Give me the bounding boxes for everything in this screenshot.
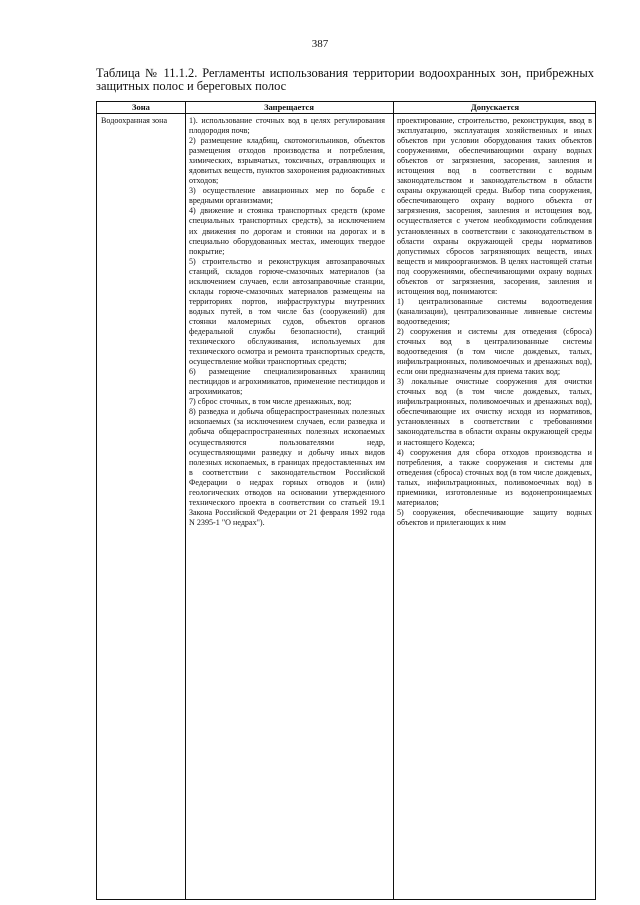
allowed-item: 1) централизованные системы водоотведения (канализации), централизованные ливневые системы водоотведения; (397, 296, 592, 326)
header-zone: Зона (132, 102, 150, 112)
allowed-item: проектирование, строительство, реконструкция, ввод в эксплуатацию, эксплуатация хозяйственных и иных объектов при условии оборудования таких объектов сооружениями, обеспечивающими охрану водных объектов от загрязнения, засорения, заиления и истощения вод в соответствии с водным законодательством и законодательством в области охраны окружающей среды. Выбор типа сооружения, обеспечивающего охрану водного объекта от загрязнения, засорения, заиления и истощения вод, осуществляется с учетом необходимости соблюдения установленных в соответствии с законодательством в области охраны окружающей среды нормативов допустимых сбросов загрязняющих веществ, иных веществ и микроорганизмов. В целях настоящей статьи под сооружениями, обеспечивающими охрану водных объектов от загрязнения, засорения, заиления и истощения вод, понимаются: (397, 116, 592, 296)
forbidden-item: 7) сброс сточных, в том числе дренажных, вод; (189, 397, 352, 407)
page-number: 387 (311, 38, 329, 50)
forbidden-item: 1). использование сточных вод в целях регулирования плодородия почв; (189, 116, 385, 136)
allowed-item: 2) сооружения и системы для отведения (сброса) сточных вод в централизованные системы водоотведения (в том числе дождевых, талых, инфильтрационных, поливомоечных и дренажных вод), если они предназначены для приема таких вод; (397, 326, 592, 377)
header-forbidden: Запрещается (264, 102, 314, 112)
forbidden-item: 6) размещение специализированных хранилищ пестицидов и агрохимикатов, применение пестицидов и агрохимикатов; (189, 367, 385, 397)
zone-name: Водоохранная зона (101, 116, 168, 125)
forbidden-item: 2) размещение кладбищ, скотомогильников, объектов размещения отходов производства и потребления, химических, взрывчатых, токсичных, отравляющих и ядовитых веществ, пунктов захоронения радиоактивных отходов; (189, 136, 385, 186)
zone-cell (101, 116, 181, 126)
allowed-item: 5) сооружения, обеспечивающие защиту водных объектов и прилегающих к ним (397, 507, 592, 527)
allowed-item: 4) сооружения для сбора отходов производства и потребления, а также сооружения и системы для отведения (сброса) сточных вод (в том числе дождевых, талых, инфильтрационных, поливомоечных вод) в приемники, изготовленные из водонепроницаемых материалов; (397, 447, 592, 507)
forbidden-item: 3) осуществление авиационных мер по борьбе с вредными организмами; (189, 186, 385, 206)
forbidden-item: 8) разведка и добыча общераспространенных полезных ископаемых (за исключением случаев, если разведка и добыча общераспространенных полезных ископаемых осуществляются пользователями недр, осуществляющими разведку и добычу иных видов полезных ископаемых, в границах предоставленных им в соответствии с законодательством Российской Федерации о недрах горных отводов и (или) геологических отводов на основании утвержденного технического проекта в соответствии со статьей 19.1 Закона Российской Федерации от 21 февраля 1992 года N 2395-1 "О недрах"). (189, 407, 385, 527)
table-caption: Таблица № 11.1.2. Регламенты использования территории водоохранных зон, прибрежных защитных полос и береговых полос (96, 66, 594, 93)
allowed-cell (397, 116, 592, 528)
table-header-row (97, 102, 595, 114)
column-divider (185, 102, 186, 899)
header-allowed: Допускается (470, 102, 520, 112)
forbidden-cell (189, 116, 385, 528)
allowed-item: 3) локальные очистные сооружения для очистки сточных вод (в том числе дождевых, талых, инфильтрационных, поливомоечных и дренажных вод), обеспечивающие их очистку исходя из нормативов, установленных в соответствии с требованиями законодательства в области охраны окружающей среды и настоящего Кодекса; (397, 377, 592, 447)
column-divider (393, 102, 394, 899)
forbidden-item: 4) движение и стоянка транспортных средств (кроме специальных транспортных средств), за исключением их движения по дорогам и стоянки на дорогах и в специально оборудованных местах, имеющих твердое покрытие; (189, 206, 385, 256)
forbidden-item: 5) строительство и реконструкция автозаправочных станций, складов горюче-смазочных материалов (за исключением случаев, если автозаправочные станции, склады горюче-смазочных материалов размещены на территориях портов, инфраструктуры внутренних водных путей, в том числе баз (сооружений) для стоянки маломерных судов, объектов органов федеральной службы безопасности), станций технического обслуживания, используемых для технического осмотра и ремонта транспортных средств, осуществление мойки транспортных средств; (189, 256, 385, 367)
regulations-table (96, 101, 596, 900)
